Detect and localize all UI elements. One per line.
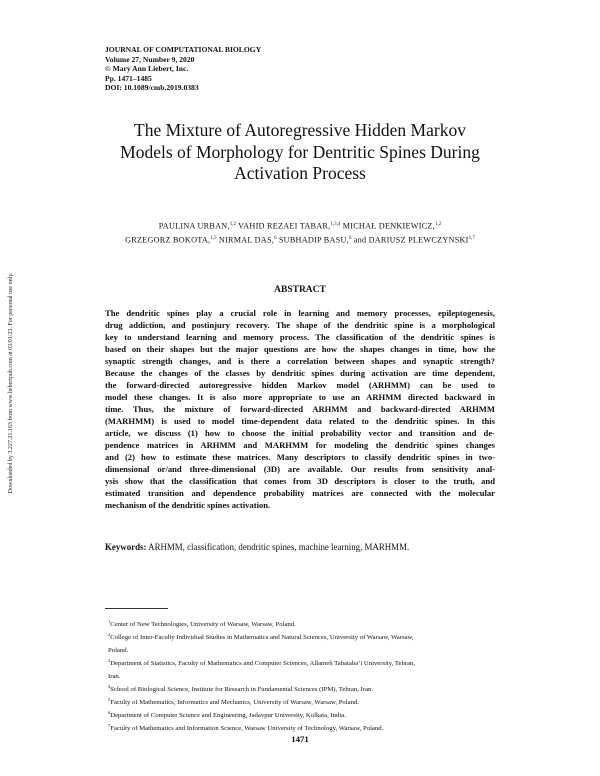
affiliation-footnotes bbox=[108, 617, 498, 734]
affiliation bbox=[108, 695, 498, 708]
journal-name: JOURNAL OF COMPUTATIONAL BIOLOGY bbox=[105, 45, 262, 54]
author-affiliation-ref: 6 bbox=[274, 235, 277, 241]
affiliation bbox=[108, 643, 498, 656]
affiliation-number: 1 bbox=[108, 619, 111, 624]
author-name: and DARIUSZ PLEWCZYNSKI bbox=[353, 235, 469, 244]
affiliation-number: 4 bbox=[108, 684, 111, 689]
abstract-line: drug addiction, and postinjury recovery. The shape of the dendritic spine is a morphological bbox=[105, 320, 495, 330]
abstract-line: estimated transition and dependence probability matrices are connected with the molecular bbox=[105, 488, 495, 498]
abstract-line: model these changes. It is also more appropriate to use an ARHMM directed backward in bbox=[105, 392, 495, 402]
abstract-body bbox=[105, 307, 495, 511]
abstract-line: time. Thus, the mixture of forward-directed ARHMM and backward-directed ARHMM bbox=[105, 404, 495, 414]
abstract-line: (MARHMM) is used to model time-dependent data related to the dendritic spines. In this bbox=[105, 416, 495, 426]
abstract-line: The dendritic spines play a crucial role in learning and memory processes, epileptogenesis, bbox=[105, 308, 495, 318]
abstract-line: synaptic strength changes, and is there a correlation between shapes and synaptic strength? bbox=[105, 356, 495, 366]
affiliation-text: School of Biological Science, Institute for Research in Fundamental Sciences (IPM), Tehran, Iran. bbox=[110, 686, 373, 693]
author-name: NIRMAL DAS, bbox=[218, 235, 275, 244]
author-line bbox=[105, 233, 495, 247]
author-affiliation-ref: 1,7 bbox=[468, 235, 475, 241]
affiliation-text: Center of New Technologies, University of Warsaw, Warsaw, Poland. bbox=[110, 621, 296, 628]
affiliation bbox=[108, 617, 498, 630]
author-list bbox=[105, 219, 495, 246]
abstract-line: article, we discuss (1) how to choose the initial probability vector and transition and de- bbox=[105, 428, 495, 438]
title-line: Models of Morphology for Dentritic Spines During bbox=[120, 141, 480, 162]
keywords bbox=[105, 542, 495, 552]
affiliation-text: College of Inter-Faculty Individual Studies in Mathematics and Natural Sciences, University of Warsaw, Warsaw, bbox=[110, 634, 414, 641]
abstract-line: the forward-directed autoregressive hidden Markov model (ARHMM) can be used to bbox=[105, 380, 495, 390]
abstract-line: mechanism of the dendritic spines activation. bbox=[105, 500, 271, 510]
affiliation bbox=[108, 682, 498, 695]
affiliation-number: 5 bbox=[108, 697, 111, 702]
author-line bbox=[105, 219, 495, 233]
affiliation-text: Department of Statistics, Faculty of Mathematics and Computer Sciences, Allameh Tabataba’i University, Tehran, bbox=[110, 660, 416, 667]
abstract-line: ysis show that the classification that comes from 3D descriptors is closer to the truth, and bbox=[105, 476, 495, 486]
abstract-line: Because the changes of the classes by dendritic spines during activation are time dependent, bbox=[105, 368, 495, 378]
copyright-line: © Mary Ann Liebert, Inc. bbox=[105, 64, 189, 74]
author-affiliation-ref: 6 bbox=[348, 235, 352, 241]
keywords-text: ARHMM, classification, dendritic spines, machine learning, MARHMM. bbox=[148, 542, 410, 552]
title-line: The Mixture of Autoregressive Hidden Markov bbox=[134, 120, 466, 140]
paper-title bbox=[105, 120, 495, 185]
title-line: Activation Process bbox=[234, 163, 366, 183]
author-affiliation-ref: 1,2 bbox=[434, 222, 442, 227]
abstract-line: pendence matrices in ARHMM and MARHMM for modeling the dendritic spines changes bbox=[105, 440, 495, 450]
author-name: VAHID REZAEI TABAR, bbox=[238, 221, 331, 231]
footnote-divider bbox=[105, 608, 168, 609]
affiliation-text: Poland. bbox=[108, 647, 129, 654]
author-affiliation-ref: 1,5 bbox=[210, 235, 217, 241]
doi-line[interactable]: DOI: 10.1089/cmb.2019.0383 bbox=[105, 83, 199, 93]
abstract-line: and (2) how to estimate these matrices. Many descriptors to classify dendritic spines in two- bbox=[105, 452, 495, 462]
page-range: Pp. 1471–1485 bbox=[105, 73, 152, 83]
affiliation bbox=[108, 721, 498, 734]
journal-masthead bbox=[105, 45, 261, 93]
affiliation bbox=[108, 630, 498, 643]
affiliation-text: Iran. bbox=[108, 673, 121, 680]
affiliation-text: Faculty of Mathematics and Information Science, Warsaw University of Technology, Warsaw, Poland. bbox=[110, 725, 384, 732]
keywords-label: Keywords: bbox=[105, 542, 147, 552]
affiliation bbox=[108, 669, 498, 682]
affiliation-number: 6 bbox=[108, 710, 111, 715]
abstract-line: based on their shapes but the major questions are how the shapes changes in time, how the bbox=[105, 344, 495, 354]
page-number: 1471 bbox=[291, 734, 309, 744]
author-name: GRZEGORZ BOKOTA, bbox=[125, 235, 211, 244]
affiliation bbox=[108, 708, 498, 721]
affiliation-number: 2 bbox=[108, 632, 111, 637]
author-name: PAULINA URBAN, bbox=[158, 221, 230, 231]
affiliation-text: Faculty of Mathematics, Informatics and Mechanics, University of Warsaw, Warsaw, Poland. bbox=[110, 699, 359, 706]
author-name: SUBHADIP BASU, bbox=[278, 235, 349, 244]
author-affiliation-ref: 1,3,4 bbox=[330, 222, 341, 227]
abstract-heading: ABSTRACT bbox=[274, 285, 326, 295]
affiliation-number: 3 bbox=[108, 658, 111, 663]
author-name: MICHAŁ DENKIEWICZ, bbox=[342, 221, 435, 231]
affiliation-number: 7 bbox=[108, 723, 111, 728]
abstract-line: key to understand learning and memory process. The classification of the dendritic spines is bbox=[105, 332, 495, 342]
volume-info: Volume 27, Number 9, 2020 bbox=[105, 54, 195, 64]
abstract-line: dimensional or/and three-dimensional (3D) are available. Our results from sensitivity anal- bbox=[105, 464, 495, 474]
author-affiliation-ref: 1,2 bbox=[229, 222, 236, 227]
affiliation bbox=[108, 656, 498, 669]
affiliation-text: Department of Computer Science and Engineering, Jadavpur University, Kolkata, India. bbox=[110, 712, 346, 719]
download-notice: Downloaded by 3.227.21.163 from www.liebertpub.com at 03/01/23. For personal use only. bbox=[8, 272, 14, 494]
